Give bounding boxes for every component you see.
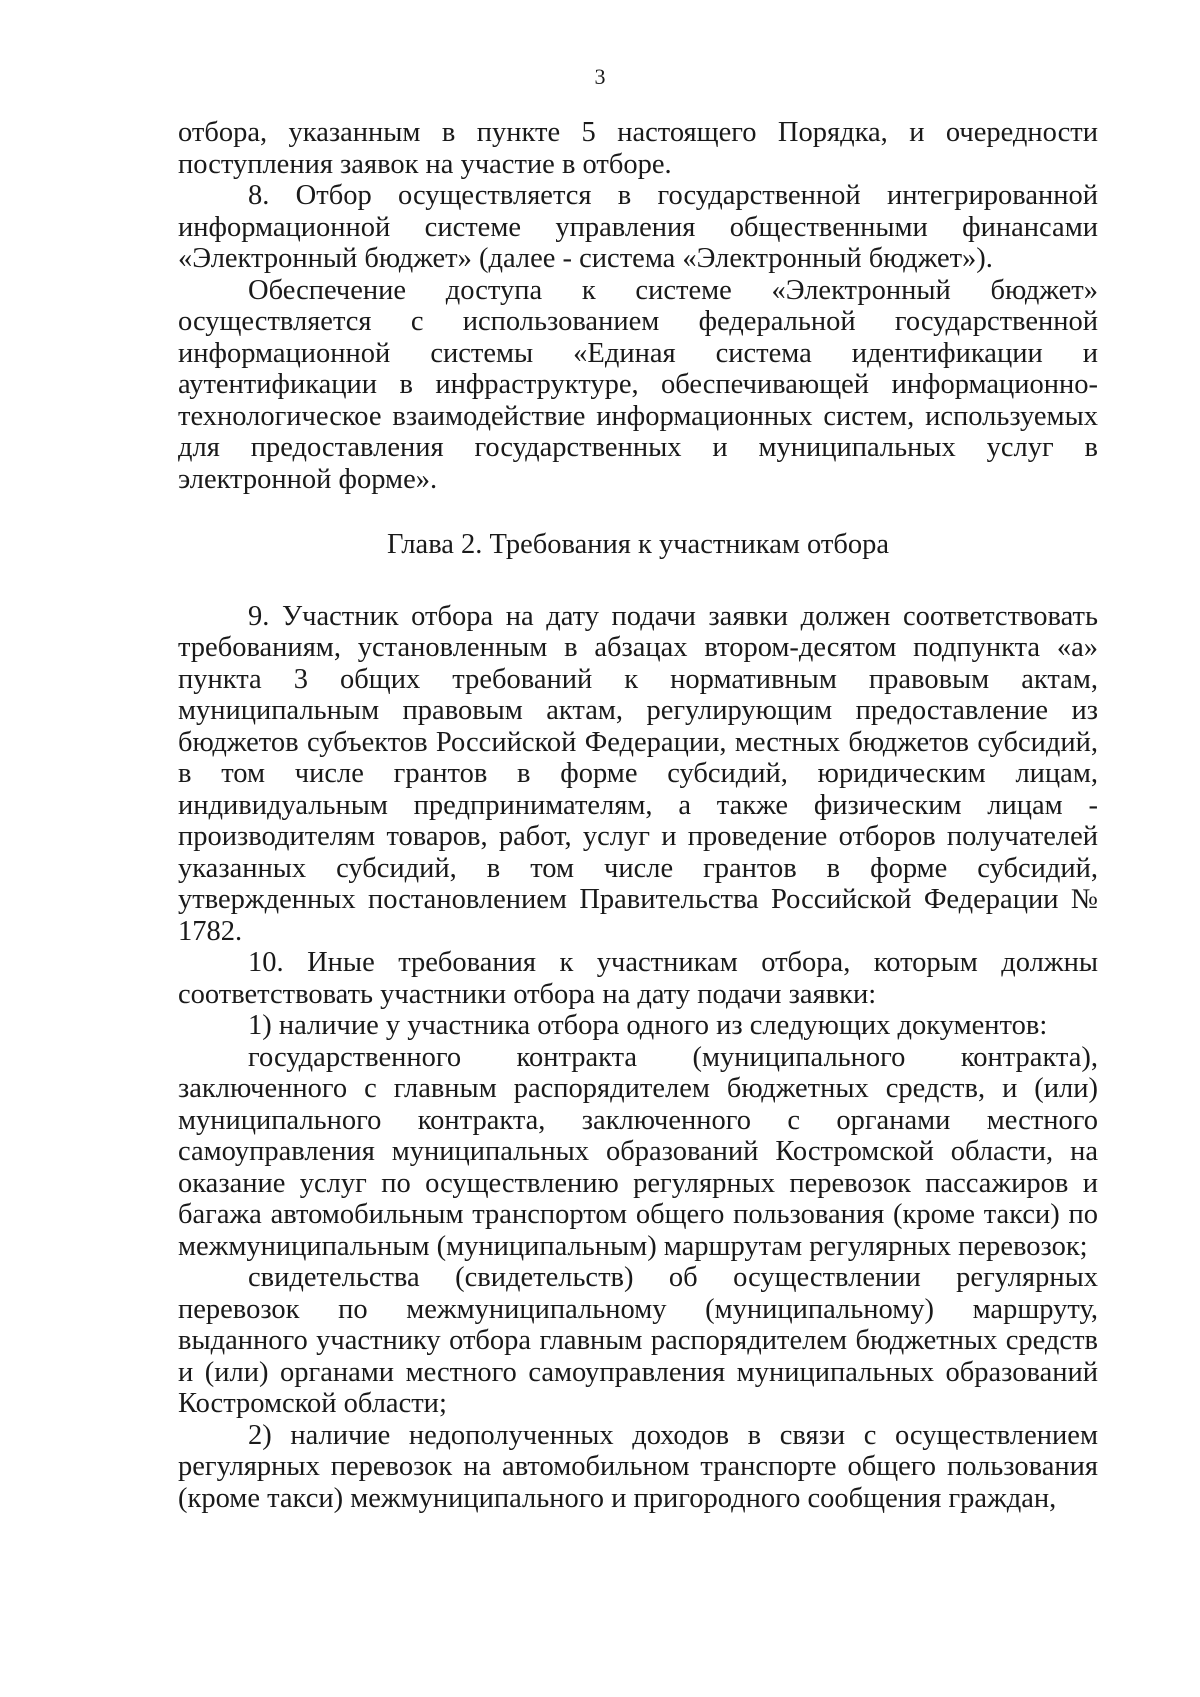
paragraph-continuation: отбора, указанным в пункте 5 настоящего Порядка, и очередности поступления заявок на участие в отборе. xyxy=(178,117,1098,180)
paragraph-contract: государственного контракта (муниципального контракта), заключенного с главным распорядителем бюджетных средств, и (или) муниципального контракта, заключенного с органами местного самоуправления муниципальных образований Костромской области, на оказание услуг по осуществлению регулярных перевозок пассажиров и багажа автомобильным транспортом общего пользования (кроме такси) по межмуниципальным (муниципальным) маршрутам регулярных перевозок; xyxy=(178,1041,1098,1262)
paragraph-item-9: 9. Участник отбора на дату подачи заявки должен соответствовать требованиям, установленным в абзацах втором-десятом подпункта «а» пункта 3 общих требований к нормативным правовым актам, муниципальным правовым актам, регулирующим предоставление из бюджетов субъектов Российской Федерации, местных бюджетов субсидий, в том числе грантов в форме субсидий, юридическим лицам, индивидуальным предпринимателям, а также физическим лицам - производителям товаров, работ, услуг и проведение отборов получателей указанных субсидий, в том числе грантов в форме субсидий, утвержденных постановлением Правительства Российской Федерации № 1782. xyxy=(178,600,1098,947)
paragraph-access: Обеспечение доступа к системе «Электронный бюджет» осуществляется с использованием федеральной государственной информационной системы «Единая система идентификации и аутентификации в инфраструктуре, обеспечивающей информационно-технологическое взаимодействие информационных систем, используемых для предоставления государственных и муниципальных услуг в электронной форме». xyxy=(178,274,1098,495)
paragraph-subitem-1: 1) наличие у участника отбора одного из следующих документов: xyxy=(248,1010,1048,1041)
page-number: 3 xyxy=(594,64,606,89)
chapter-heading: Глава 2. Требования к участникам отбора xyxy=(386,529,890,560)
paragraph-subitem-2: 2) наличие недополученных доходов в связи с осуществлением регулярных перевозок на автомобильном транспорте общего пользования (кроме такси) межмуниципального и пригородного сообщения граждан, xyxy=(178,1419,1098,1514)
document-body xyxy=(178,117,1098,1514)
paragraph-item-10: 10. Иные требования к участникам отбора, которым должны соответствовать участники отбора на дату подачи заявки: xyxy=(178,947,1098,1010)
paragraph-certificate: свидетельства (свидетельств) об осуществлении регулярных перевозок по межмуниципальному (муниципальному) маршруту, выданного участнику отбора главным распорядителем бюджетных средств и (или) органами местного самоуправления муниципальных образований Костромской области; xyxy=(178,1262,1098,1419)
paragraph-item-8: 8. Отбор осуществляется в государственной интегрированной информационной системе управления общественными финансами «Электронный бюджет» (далее - система «Электронный бюджет»). xyxy=(178,180,1098,274)
